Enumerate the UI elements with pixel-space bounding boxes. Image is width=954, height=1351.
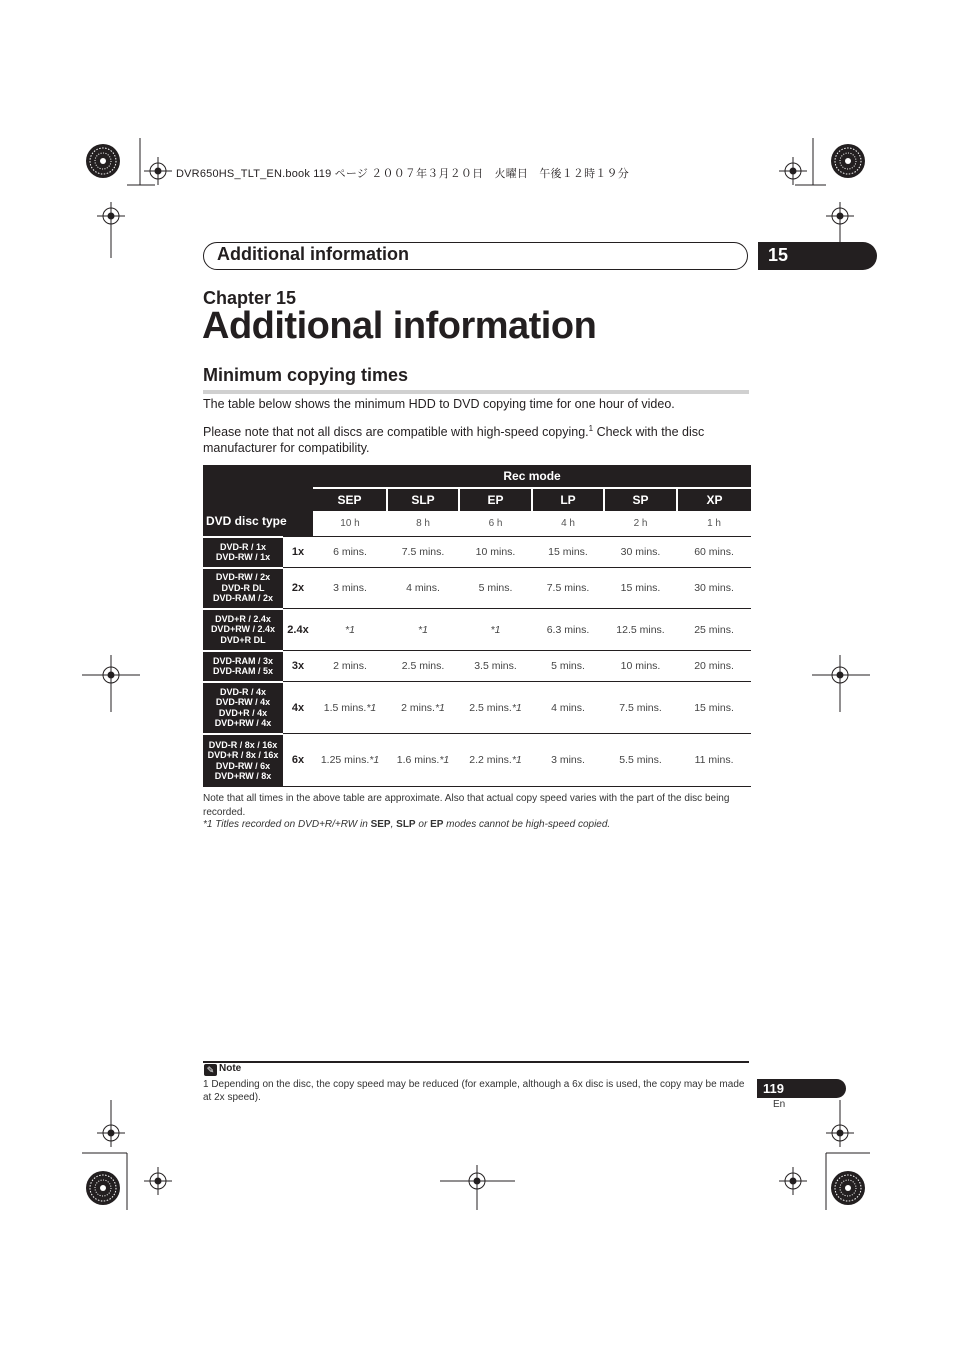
disc-type-label: DVD-RAM / 2x — [212, 593, 273, 604]
copy-time-cell: 15 mins. — [532, 537, 604, 568]
disc-type-label: DVD+RW / 4x — [214, 718, 272, 728]
chapter-number: 15 — [768, 245, 789, 265]
intro-paragraph-1: The table below shows the minimum HDD to DVD copying time for one hour of video. — [203, 397, 675, 411]
disc-type-label: DVD-RAM / 3x — [212, 655, 273, 666]
disc-type-cell — [203, 734, 283, 787]
disc-type-label: DVD-RW / 1x — [215, 552, 271, 562]
page-number: 119 — [763, 1081, 784, 1096]
copy-time-cell: 5 mins. — [459, 568, 532, 609]
copy-time-cell: 15 mins. — [604, 568, 677, 609]
mode-duration: 1 h — [707, 518, 721, 529]
disc-type-label: DVD-RW / 4x — [215, 697, 271, 707]
copy-time-cell: 7.5 mins. — [604, 682, 677, 734]
disc-type-label: DVD+RW / 2.4x — [210, 624, 276, 635]
disc-type-label: DVD-R / 4x — [219, 686, 266, 697]
copy-time-cell — [387, 609, 459, 651]
disc-type-label: DVD-RW / 6x — [215, 760, 271, 771]
table-row — [203, 734, 751, 787]
speed-cell: 4x — [283, 682, 313, 734]
copy-time-cell: 30 mins. — [677, 568, 751, 609]
table-row — [203, 609, 751, 651]
mode-header: EP — [459, 488, 532, 511]
speed-cell: 2x — [283, 568, 313, 609]
running-header-title: Additional information — [217, 244, 409, 264]
table-row — [203, 568, 751, 609]
copy-time-cell: 6 mins. — [313, 537, 387, 568]
footnote-mode: SEP — [370, 819, 391, 830]
copy-time-cell: 4 mins. — [532, 682, 604, 734]
footnote-text: , — [390, 819, 397, 830]
copy-time-cell: 7.5 mins. — [532, 568, 604, 609]
copying-times-table — [203, 465, 751, 787]
disc-type-label: DVD+R / 2.4x — [215, 613, 271, 624]
copy-time-cell: 2.5 mins. — [387, 651, 459, 682]
footnote-text: modes cannot be high-speed copied. — [443, 819, 611, 830]
section-title: Minimum copying times — [203, 365, 409, 385]
mode-duration: 10 h — [340, 518, 360, 529]
footnote-marker: *1 — [434, 701, 445, 714]
note-text: 1 Depending on the disc, the copy speed may be reduced (for example, although a 6x disc is used, the copy may be made at 2x speed). — [203, 1079, 745, 1103]
mode-duration: 8 h — [416, 518, 430, 529]
copy-time-cell: 11 mins. — [677, 734, 751, 787]
disc-type-label: DVD-R DL — [221, 582, 265, 593]
copy-time-cell: 7.5 mins. — [387, 537, 459, 568]
disc-type-label: DVD-RW / 2x — [215, 572, 271, 583]
copy-time-cell: 3 mins. — [532, 734, 604, 787]
table-row — [203, 651, 751, 682]
disc-type-header: DVD disc type — [203, 465, 313, 537]
table-footnote — [203, 819, 610, 830]
page-title: Additional information — [202, 305, 597, 347]
disc-type-label: DVD+R DL — [220, 634, 266, 645]
copy-time-cell: 15 mins. — [677, 682, 751, 734]
footnote-mode: SLP — [396, 819, 416, 830]
footnote-marker: *1 — [439, 754, 450, 766]
disc-type-label: DVD+R / 8x / 16x — [207, 750, 279, 760]
mode-header: LP — [532, 488, 604, 511]
copy-time-cell: 12.5 mins. — [604, 609, 677, 651]
intro-p2-text: Please note that not all discs are compatible with high-speed copying. — [203, 425, 589, 440]
copy-time-cell: 1.6 mins.*1 — [387, 734, 459, 787]
speed-cell: 3x — [283, 651, 313, 682]
copy-time-cell: 3 mins. — [313, 568, 387, 609]
copy-time-cell: 2 mins. — [313, 651, 387, 682]
copy-time-cell: 1.25 mins.*1 — [313, 734, 387, 787]
copy-time-cell — [313, 609, 387, 651]
copy-time-cell: 5 mins. — [532, 651, 604, 682]
copy-time-cell — [459, 609, 532, 651]
footnote-marker: *1 — [345, 623, 355, 636]
table-row — [203, 537, 751, 568]
note-rule — [203, 1061, 749, 1063]
copy-time-cell: 2.2 mins.*1 — [459, 734, 532, 787]
mode-header: XP — [677, 488, 751, 511]
copy-time-cell: 2 mins.*1 — [387, 682, 459, 734]
footnote-text: or — [415, 819, 431, 830]
note-pencil-icon: ✎ — [204, 1064, 217, 1076]
chapter-label: Chapter 15 — [203, 288, 297, 308]
mode-duration: 4 h — [561, 518, 575, 529]
footnote-marker: *1 — [511, 754, 522, 766]
disc-type-label: DVD-RAM / 5x — [212, 666, 273, 676]
mode-header: SLP — [387, 488, 459, 511]
table-row — [203, 682, 751, 734]
copy-time-cell: 10 mins. — [604, 651, 677, 682]
disc-type-label: DVD-R / 1x — [219, 541, 266, 552]
table-note: Note that all times in the above table are approximate. Also that actual copy speed varies with the part of the disc being recorded. — [203, 793, 730, 818]
page-language: En — [773, 1099, 786, 1110]
disc-type-cell — [203, 537, 283, 568]
footnote-marker: *1 — [418, 623, 428, 636]
copy-time-cell: 5.5 mins. — [604, 734, 677, 787]
footnote-marker: *1 — [490, 623, 501, 636]
footnote-mode: EP — [430, 819, 444, 830]
copy-time-cell: 10 mins. — [459, 537, 532, 568]
speed-cell: 1x — [283, 537, 313, 568]
copy-time-cell: 2.5 mins.*1 — [459, 682, 532, 734]
note-label: Note — [219, 1063, 242, 1074]
copy-time-cell: 30 mins. — [604, 537, 677, 568]
disc-type-label: DVD+R / 4x — [218, 707, 268, 718]
intro-p2-text-after: Check with the disc manufacturer for compatibility. — [203, 425, 705, 456]
mode-header: SEP — [313, 488, 387, 511]
speed-cell: 6x — [283, 734, 313, 787]
copy-time-cell: 25 mins. — [677, 609, 751, 651]
intro-paragraph-2 — [203, 421, 751, 456]
copy-time-cell: 4 mins. — [387, 568, 459, 609]
mode-duration: 6 h — [488, 518, 503, 529]
disc-type-cell — [203, 651, 283, 682]
disc-type-cell — [203, 568, 283, 609]
footnote-marker: *1 — [366, 701, 377, 714]
speed-cell: 2.4x — [283, 609, 313, 651]
disc-type-cell — [203, 682, 283, 734]
section-rule — [203, 390, 749, 394]
mode-header: SP — [604, 488, 677, 511]
disc-type-label: DVD+RW / 8x — [214, 771, 272, 781]
copy-time-cell: 6.3 mins. — [532, 609, 604, 651]
footnote-ref-1: 1 — [588, 424, 594, 433]
copy-time-cell: 1.5 mins.*1 — [313, 682, 387, 734]
disc-type-cell — [203, 609, 283, 651]
rec-mode-header: Rec mode — [313, 465, 751, 488]
disc-type-label: DVD-R / 8x / 16x — [208, 739, 278, 750]
footnote-marker: *1 — [369, 754, 380, 766]
copy-time-cell: 3.5 mins. — [459, 651, 532, 682]
footnote-marker: *1 — [511, 701, 522, 714]
mode-duration: 2 h — [633, 518, 648, 529]
copy-time-cell: 60 mins. — [677, 537, 751, 568]
footnote-text: *1 Titles recorded on DVD+R/+RW in — [203, 819, 371, 830]
copy-time-cell: 20 mins. — [677, 651, 751, 682]
print-header: DVR650HS_TLT_EN.book 119 ページ ２００７年３月２０日 火曜日 午後１２時１９分 — [176, 168, 629, 180]
